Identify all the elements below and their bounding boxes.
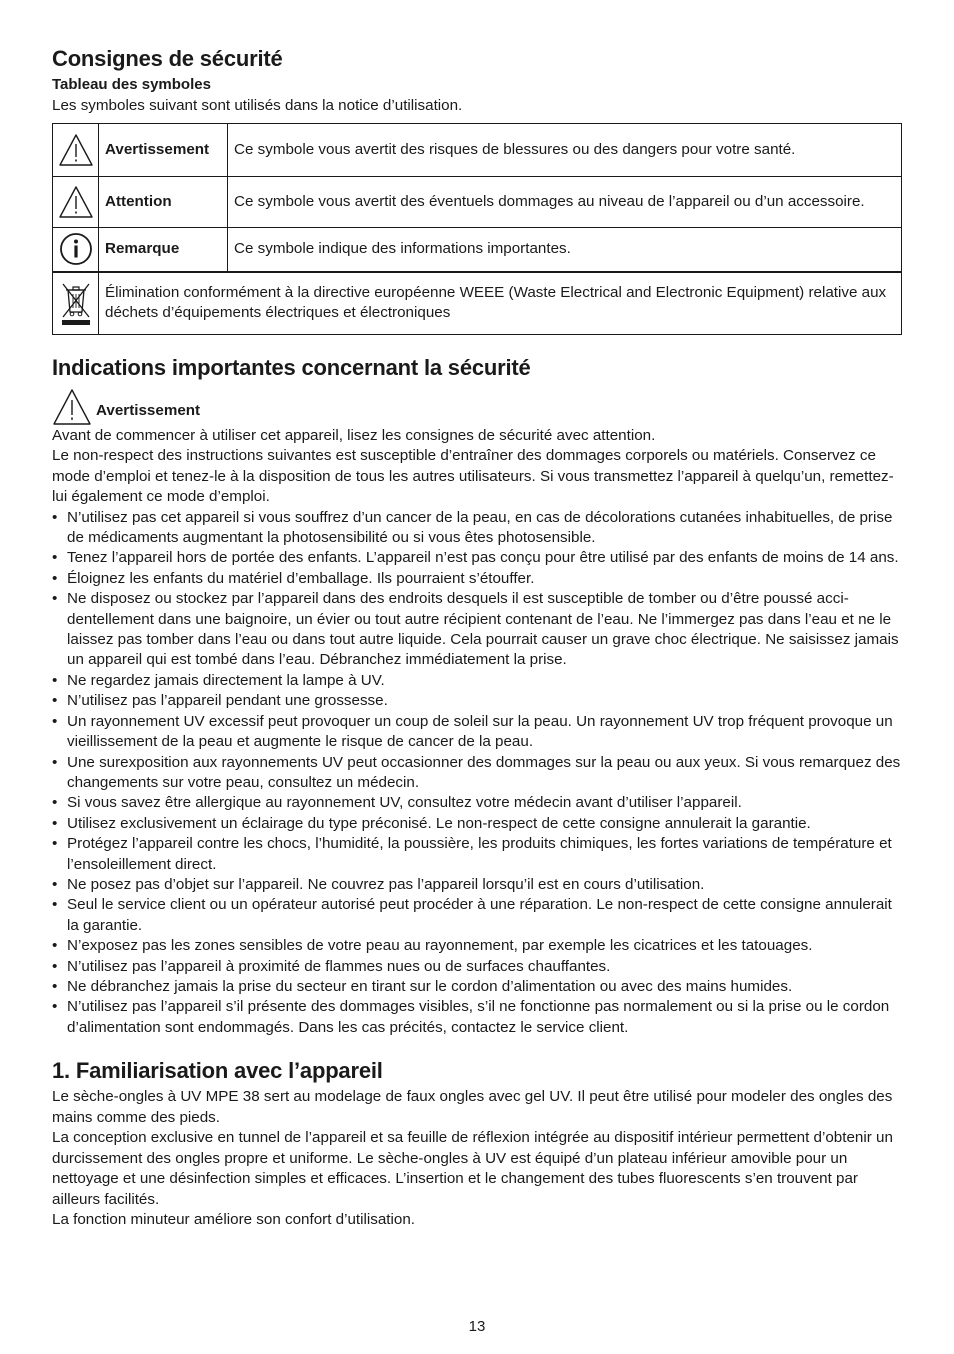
table-title: Tableau des symboles <box>52 76 211 94</box>
section-title-important: Indications importantes concernant la sécurité <box>52 354 531 380</box>
list-item: • Un rayonnement UV excessif peut provoquer un coup de soleil sur la peau. Un rayonnement UV trop fréquent provoque un vieillissement de la peau et augmente le risque de cancer de la peau. <box>52 712 902 753</box>
list-item: • Ne regardez jamais directement la lampe à UV. <box>52 671 902 691</box>
warning-triangle-icon <box>53 123 99 176</box>
list-item: • Si vous savez être allergique au rayonnement UV, consultez votre médecin avant d’utiliser l’appareil. <box>52 793 902 813</box>
list-item: • N’utilisez pas l’appareil pendant une grossesse. <box>52 691 902 711</box>
list-item: • Éloignez les enfants du matériel d’emballage. Ils pourraient s’étouffer. <box>52 569 902 589</box>
list-item: • Tenez l’appareil hors de portée des enfants. L’appareil n’est pas conçu pour être utilisé par des enfants de moins de 14 ans. <box>52 548 902 568</box>
table-row <box>53 176 902 227</box>
list-item: • N’exposez pas les zones sensibles de votre peau au rayonnement, par exemple les cicatrices et les tatouages. <box>52 936 902 956</box>
list-item: • Protégez l’appareil contre les chocs, l’humidité, la poussière, les produits chimiques, les fortes variations de température et l’ensoleillement direct. <box>52 834 902 875</box>
symbol-description: Ce symbole indique des informations importantes. <box>228 227 902 272</box>
familiar-text: Le sèche-ongles à UV MPE 38 sert au modelage de faux ongles avec gel UV. Il peut être utilisé pour modeler des ongles des mains comme des pieds. La conception exclusive en tunnel de l’appareil et sa feuille de réflexion intégrée au dispositif intérieur permettent d’obtenir un durcissement des ongles propre et uniforme. Le sèche-ongles à UV est équipé d’un plateau inférieur amovible pour un nettoyage et une désinfection simples et efficaces. L’insertion et le changement des tubes fluorescents s’en trouvent par ailleurs facilités. La fonction minuteur améliore son confort d’utilisation. <box>52 1088 893 1228</box>
list-item: • N’utilisez pas l’appareil s’il présente des dommages visibles, s’il ne fonctionne pas normalement ou si la prise ou le cordon d’alimentation sont endommagés. Dans les cas précités, contactez le service client. <box>52 997 902 1038</box>
list-item: • Seul le service client ou un opérateur autorisé peut procéder à une réparation. Le non-respect de cette consigne annulerait la garantie. <box>52 895 902 936</box>
info-icon <box>53 227 99 272</box>
list-item: • Une surexposition aux rayonnements UV peut occasionner des dommages sur la peau ou aux yeux. Si vous remarquez des changements sur votre peau, consultez un médecin. <box>52 753 902 794</box>
list-item: • N’utilisez pas cet appareil si vous souffrez d’un cancer de la peau, en cas de décolorations cutanées inhabituelles, de prise de médicaments augmentant la photosensibilité ou si vous êtes photosensible. <box>52 508 902 549</box>
table-row <box>53 227 902 272</box>
list-item: • Ne posez pas d’objet sur l’appareil. Ne couvrez pas l’appareil lorsqu’il est en cours d’utilisation. <box>52 875 902 895</box>
page-number: 13 <box>468 1318 486 1335</box>
symbol-name: Remarque <box>99 227 228 272</box>
list-item: • N’utilisez pas l’appareil à proximité de flammes nues ou de surfaces chauffantes. <box>52 957 902 977</box>
list-item: • Utilisez exclusivement un éclairage du type préconisé. Le non-respect de cette consigne annulerait la garantie. <box>52 814 902 834</box>
document-page <box>52 46 902 1230</box>
symbol-name: Attention <box>99 176 228 227</box>
symbol-description: Ce symbole vous avertit des risques de blessures ou des dangers pour votre santé. <box>228 123 902 176</box>
weee-description: Élimination conformément à la directive européenne WEEE (Waste Electrical and Electronic Equipment) relative aux déchets d’équipements électriques et électroniques <box>99 272 902 335</box>
table-intro: Les symboles suivant sont utilisés dans la notice d’utilisation. <box>52 97 463 115</box>
safety-bullet-list <box>52 508 902 1039</box>
warning-heading <box>52 388 902 426</box>
warning-label: Avertissement <box>96 401 201 419</box>
table-row <box>53 272 902 335</box>
crossed-bin-icon <box>53 272 99 335</box>
table-row <box>53 123 902 176</box>
warning-triangle-icon <box>53 176 99 227</box>
symbol-description: Ce symbole vous avertit des éventuels dommages au niveau de l’appareil ou d’un accessoire. <box>228 176 902 227</box>
section-title-familiar: 1. Familiarisation avec l’appareil <box>52 1058 383 1084</box>
list-item: • Ne disposez ou stockez par l’appareil dans des endroits desquels il est susceptible de tomber ou d’être poussé accidentellement dans une baignoire, un évier ou tout autre récipient contenant de l’eau. Ne l’immergez pas dans l’eau et ne le laissez pas tomber dans l’eau ou dans tout autre liquide. Cela pourrait causer un grave choc électrique. Ne saisissez jamais un appareil qui est tombé dans l’eau. Débranchez immédiatement la prise. <box>52 589 902 671</box>
symbol-name: Avertissement <box>99 123 228 176</box>
section-title-safety: Consignes de sécurité <box>52 46 283 71</box>
list-item: • Ne débranchez jamais la prise du secteur en tirant sur le cordon d’alimentation ou avec des mains humides. <box>52 977 902 997</box>
warning-triangle-icon <box>52 388 92 426</box>
important-intro: Avant de commencer à utiliser cet appareil, lisez les consignes de sécurité avec attention. Le non-respect des instructions suivantes est susceptible d’entraîner des dommages corporels ou matériels. Conservez ce mode d’emploi et tenez-le à la disposition de tous les autres utilisateurs. Si vous transmettez l’appareil à quelqu’un, remettez-lui également ce mode d’emploi. <box>52 427 894 506</box>
symbol-table <box>52 123 902 335</box>
